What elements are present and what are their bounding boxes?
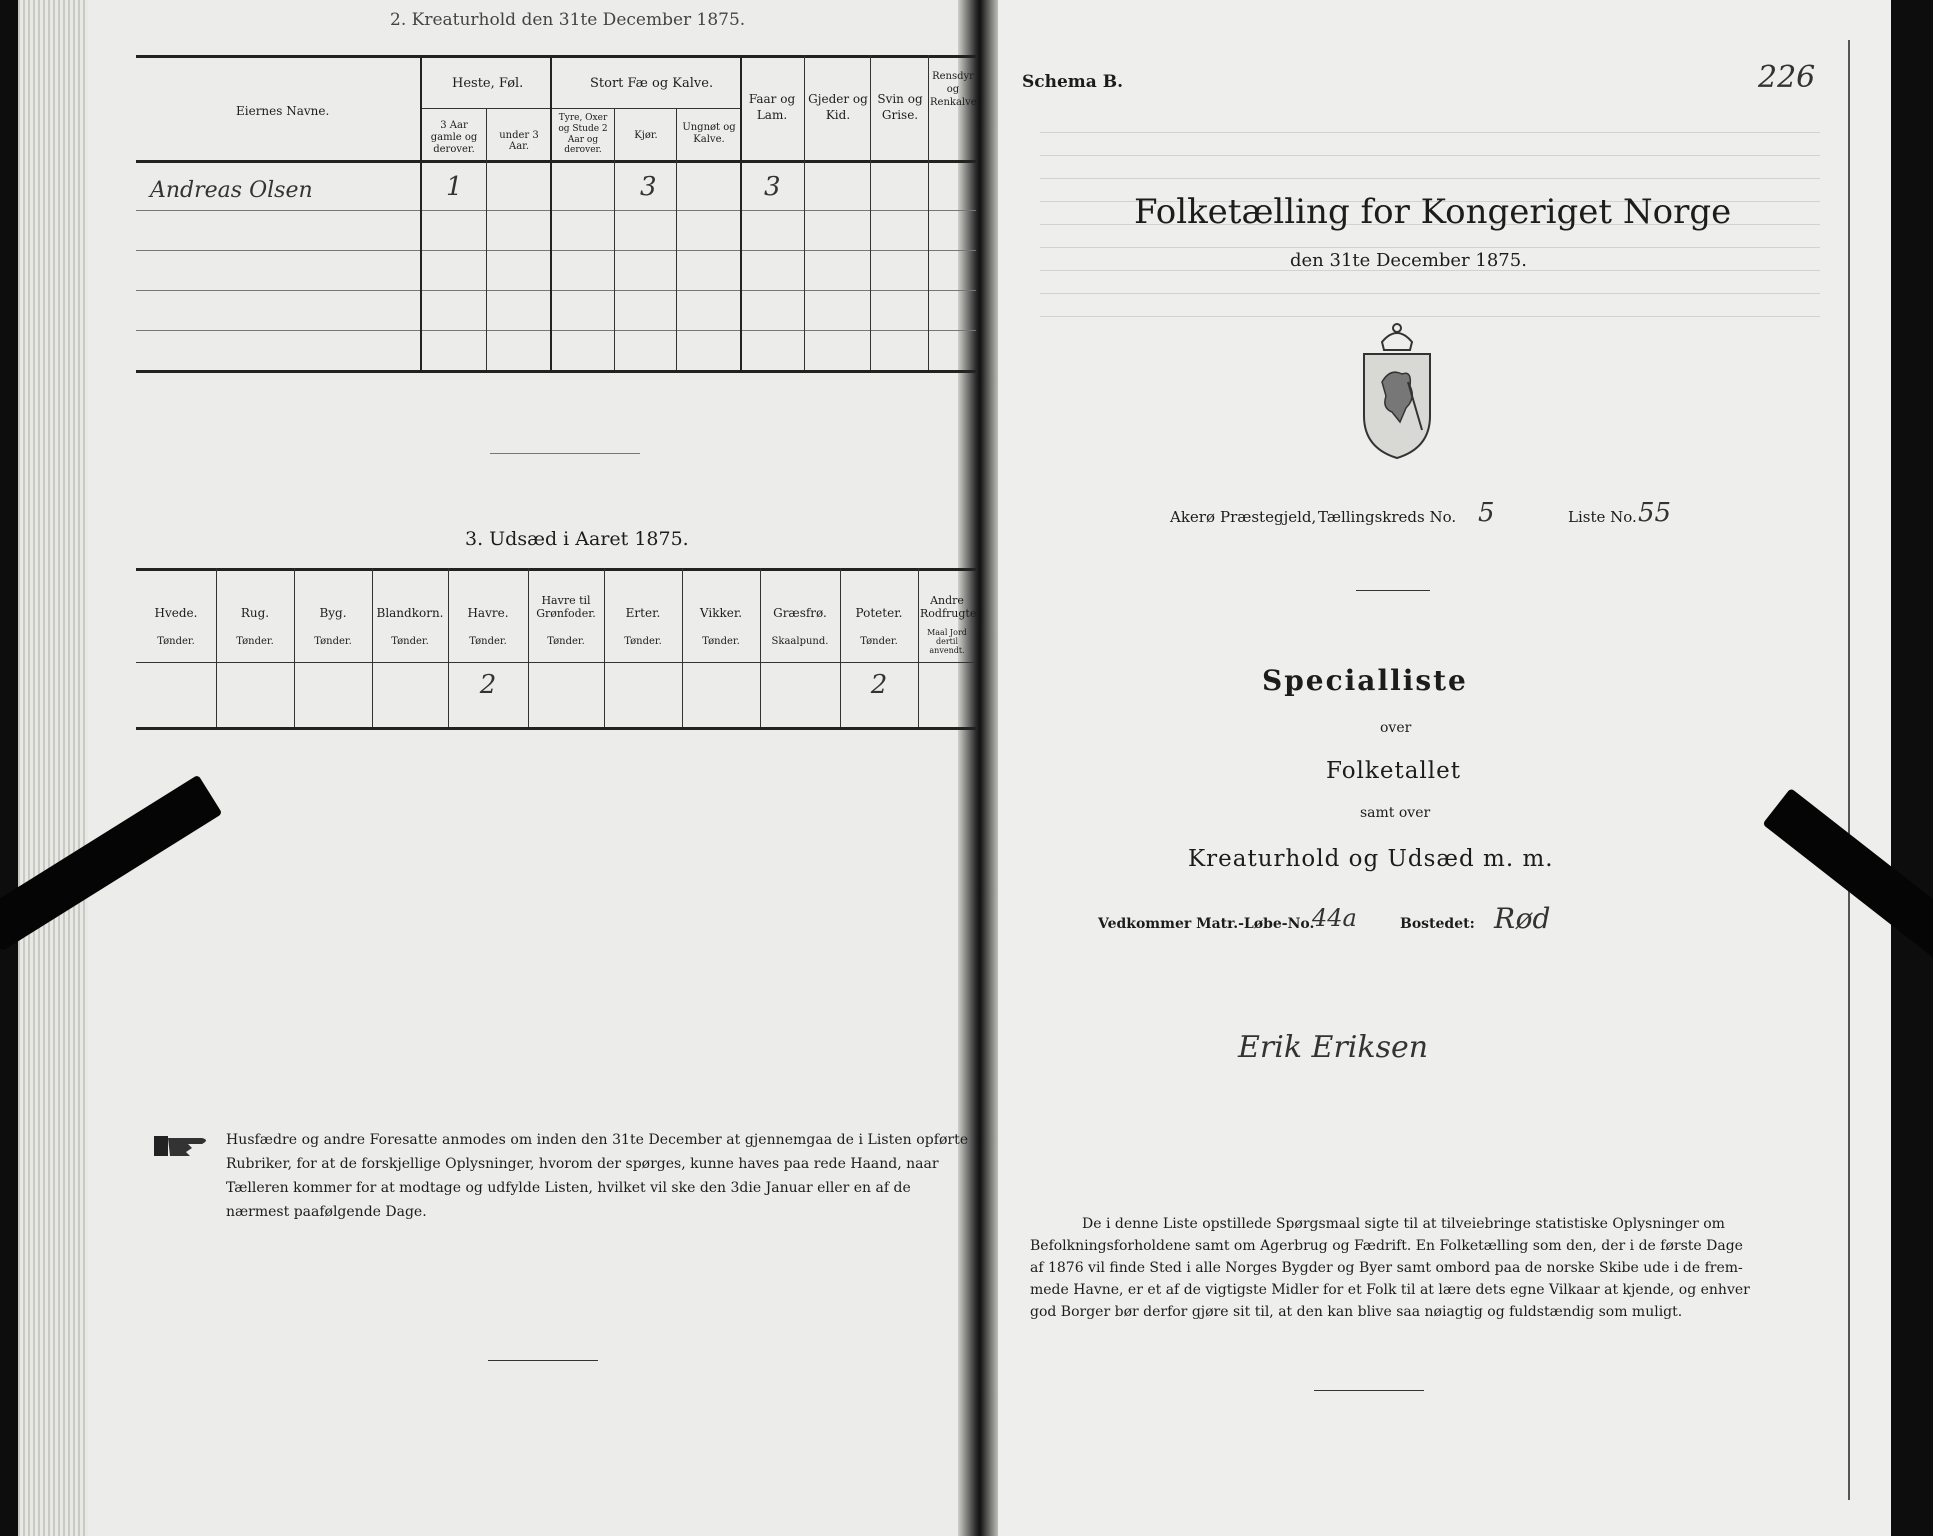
date-line: den 31te December 1875. (1290, 250, 1527, 271)
table2-row-rule-1 (136, 210, 976, 211)
specialliste-heading: Specialliste (1262, 664, 1468, 697)
table3-col-label: Havre. (467, 606, 509, 620)
info-line-1: De i denne Liste opstillede Spørgsmaal sigte til at tilveiebringe statistiske Oplysninger om (1082, 1216, 1725, 1232)
table2-top-rule (136, 55, 976, 58)
table3-col-unit: Maal Jord dertil anvendt. (927, 628, 967, 656)
table2-header-rule (136, 160, 976, 163)
left-page (18, 0, 984, 1536)
table3-col-label: Vikker. (699, 606, 743, 620)
footer-divider-right (1314, 1390, 1424, 1391)
table3-vline (604, 568, 605, 727)
table3-col-unit: Tønder. (469, 636, 507, 647)
kreds-label: Tællingskreds No. (1318, 508, 1457, 526)
table2-vline (614, 108, 615, 370)
bostedet-value: Rød (1494, 902, 1551, 935)
info-line-2: Befolkningsforholdene samt om Agerbrug og Fædrift. En Folketælling som den, der i de første Dage (1030, 1238, 1743, 1254)
notice-line-1: Husfædre og andre Foresatte anmodes om inden den 31te December at gjennemgaa de i Listen opførte (226, 1132, 969, 1148)
prestegjeld-name: Akerø (1170, 508, 1215, 526)
coat-of-arms-icon (1356, 312, 1438, 462)
heste-gamle-value: 1 (446, 172, 463, 202)
page-edges (18, 0, 88, 1536)
table3-vline (294, 568, 295, 727)
heste-group-header: Heste, Føl. (452, 76, 524, 91)
over-label-1: over (1380, 720, 1412, 736)
table3-vline (918, 568, 919, 727)
table3-col-label: Græsfrø. (773, 606, 827, 620)
table2-subheader-rule (420, 108, 740, 109)
table3-vline (216, 568, 217, 727)
table3-col-unit: Tønder. (157, 636, 195, 647)
table3-header-rule (136, 662, 976, 663)
table3-col-label: Rug. (240, 606, 270, 620)
owner-name-cell: Andreas Olsen (150, 178, 313, 203)
table3-vline (448, 568, 449, 727)
table2-row-rule-2 (136, 250, 976, 251)
section2-title: 2. Kreaturhold den 31te December 1875. (390, 10, 746, 30)
col-faar: Faar og Lam. (748, 92, 796, 122)
main-title: Folketælling for Kongeriget Norge (1134, 192, 1732, 232)
kreaturhold-heading: Kreaturhold og Udsæd m. m. (1188, 846, 1554, 872)
footer-divider-left (488, 1360, 598, 1361)
prestegjeld-label: Præstegjeld, (1220, 508, 1317, 526)
notice-line-4: nærmest paafølgende Dage. (226, 1204, 427, 1220)
owner-names-header: Eiernes Navne. (236, 104, 330, 118)
table2-vline (804, 55, 805, 370)
table3-vline (528, 568, 529, 727)
faar-value: 3 (764, 172, 781, 202)
section-divider (490, 453, 640, 454)
table3-col-label: Hvede. (154, 606, 198, 620)
col-tyre: Tyre, Oxer og Stude 2 Aar og derover. (558, 113, 608, 156)
table3-vline (760, 568, 761, 727)
notice-line-2: Rubriker, for at de forskjellige Oplysninger, hvorom der spørges, kunne haves paa rede Haand, naar (226, 1156, 939, 1172)
kjor-value: 3 (640, 172, 657, 202)
schema-label: Schema B. (1022, 72, 1124, 92)
col-ungnot: Ungnøt og Kalve. (682, 122, 736, 145)
info-line-3: af 1876 vil finde Sted i alle Norges Bygder og Byer samt ombord paa de norske Skibe ude i de frem- (1030, 1260, 1743, 1276)
table3-col-label: Byg. (319, 606, 347, 620)
table3-col-label: Havre til Grønfoder. (536, 594, 596, 621)
table3-col-unit: Tønder. (860, 636, 898, 647)
page-number: 226 (1758, 60, 1816, 95)
table2-vline (928, 55, 929, 370)
table2-vline (420, 55, 422, 370)
enumerator-signature: Erik Eriksen (1238, 1030, 1429, 1065)
table3-col-unit: Tønder. (391, 636, 429, 647)
table3-col-unit: Tønder. (624, 636, 662, 647)
liste-label: Liste No. (1568, 508, 1637, 526)
bostedet-label: Bostedet: (1400, 916, 1475, 932)
table3-col-unit: Tønder. (314, 636, 352, 647)
table2-vline (550, 55, 552, 370)
col-gjeder: Gjeder og Kid. (808, 92, 868, 122)
samt-over-label: samt over (1360, 805, 1431, 821)
title-divider (1356, 590, 1430, 591)
table3-col-unit: Skaalpund. (771, 636, 829, 647)
table3-col-unit: Tønder. (702, 636, 740, 647)
table3-vline (372, 568, 373, 727)
info-line-5: god Borger bør derfor gjøre sit til, at den kan blive saa nøiagtig og fuldstændig som muligt. (1030, 1304, 1683, 1320)
table3-vline (682, 568, 683, 727)
table3-top-rule (136, 568, 976, 571)
section3-title: 3. Udsæd i Aaret 1875. (465, 528, 689, 550)
table2-row-rule-4 (136, 330, 976, 331)
table3-bottom-rule (136, 727, 976, 730)
table2-vline (870, 55, 871, 370)
table3-col-label: Poteter. (855, 606, 903, 620)
table3-col-unit: Tønder. (236, 636, 274, 647)
table3-value-cell: 2 (870, 670, 888, 700)
col-heste-gamle: 3 Aar gamle og derover. (430, 120, 478, 155)
kreds-number: 5 (1478, 498, 1495, 528)
matr-label: Vedkommer Matr.-Løbe-No. (1098, 916, 1315, 932)
table3-col-label: Blandkorn. (376, 606, 444, 620)
table2-vline (676, 108, 677, 370)
col-svin: Svin og Grise. (877, 92, 923, 122)
table3-col-unit: Tønder. (547, 636, 585, 647)
book-spine (958, 0, 998, 1536)
info-line-4: mede Havne, er et af de vigtigste Midler for et Folk til at lære dets egne Vilkaar at kjende, og enhver (1030, 1282, 1750, 1298)
col-rensdyr: Rensdyr og Renkalve. (930, 71, 980, 108)
stortfae-group-header: Stort Fæ og Kalve. (590, 76, 714, 91)
table3-col-label: Andre Rodfrugter. (920, 594, 984, 621)
table3-value-cell: 2 (479, 670, 497, 700)
table2-vline (486, 108, 487, 370)
notice-line-3: Tælleren kommer for at modtage og udfylde Listen, hvilket vil ske den 3die Januar eller en af de (226, 1180, 911, 1196)
col-kjor: Kjør. (634, 130, 658, 141)
pointing-hand-icon (152, 1128, 216, 1162)
folketallet-heading: Folketallet (1326, 758, 1461, 784)
matr-value: 44a (1312, 904, 1357, 932)
liste-number: 55 (1638, 498, 1672, 528)
table3-vline (840, 568, 841, 727)
table3-col-label: Erter. (625, 606, 661, 620)
col-heste-under: under 3 Aar. (499, 130, 539, 152)
table2-bottom-rule (136, 370, 976, 373)
table2-row-rule-3 (136, 290, 976, 291)
right-page-edge (1848, 40, 1862, 1500)
